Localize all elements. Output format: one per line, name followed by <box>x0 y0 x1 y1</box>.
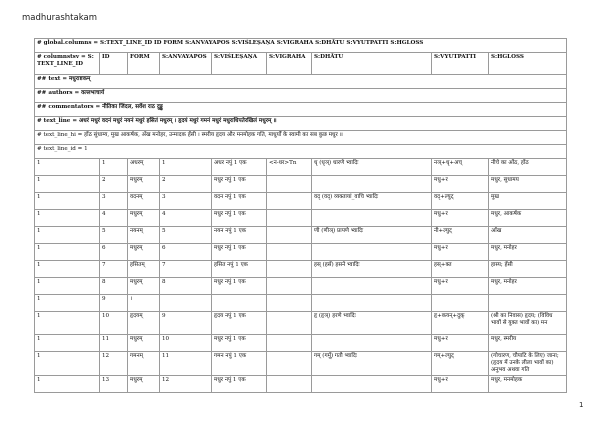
table-cell: 9 <box>160 312 212 335</box>
table-cell: मधु+र <box>432 176 489 193</box>
table-cell: मधुर नपुं 1 एक <box>212 244 267 261</box>
table-cell: 7 <box>100 261 128 278</box>
header-row <box>35 53 567 75</box>
header-cell <box>160 53 212 75</box>
table-cell: मधुरम् <box>128 278 160 295</box>
header-cell <box>267 53 312 75</box>
table-cell: वदन नपुं 1 एक <box>212 193 267 210</box>
header-label: S:DHĀTU <box>314 54 344 60</box>
table-cell <box>267 376 312 393</box>
table-cell: 3 <box>160 193 212 210</box>
table-cell <box>432 295 489 312</box>
table-cell: 1 <box>35 335 100 352</box>
table-cell: गमन नपुं 1 एक <box>212 352 267 376</box>
meta-cell <box>35 145 567 159</box>
header-cell <box>100 53 128 75</box>
table-cell: 12 <box>160 376 212 393</box>
table-cell <box>267 312 312 335</box>
table-row <box>35 176 567 193</box>
table-cell: 1 <box>35 312 100 335</box>
table-cell: 1 <box>35 295 100 312</box>
table-cell: नञ्+धृ+अच् <box>432 159 489 176</box>
table-cell: मधुर नपुं 1 एक <box>212 278 267 295</box>
table-cell: 1 <box>35 352 100 376</box>
table-cell: 7 <box>160 261 212 278</box>
table-cell <box>312 295 432 312</box>
table-row <box>35 295 567 312</box>
table-row <box>35 278 567 295</box>
table-cell: 1 <box>35 176 100 193</box>
header-label: S:ANVAYAPOS <box>162 54 207 60</box>
table-cell <box>267 193 312 210</box>
table-cell: मधुर, मनोहर <box>489 244 567 261</box>
table-cell <box>489 295 567 312</box>
table-cell: मधुरम् <box>128 244 160 261</box>
table-cell: वद् (वद्) व्यक्तायां_वाचि भ्वादिः <box>312 193 432 210</box>
text-title: ## text = मधुराष्टकम् <box>37 76 91 82</box>
table-cell: <न-धर>Tn <box>267 159 312 176</box>
header-cell <box>128 53 160 75</box>
table-cell: मधुर नपुं 1 एक <box>212 176 267 193</box>
meta-row-global-columns <box>35 39 567 53</box>
table-cell: हसितम् <box>128 261 160 278</box>
table-cell: 1 <box>35 159 100 176</box>
table-cell <box>267 278 312 295</box>
table-cell: 1 <box>35 261 100 278</box>
header-label: S:HGLOSS <box>491 54 524 60</box>
table-cell: मुख <box>489 193 567 210</box>
text-line-hi: # text_line_hi = होंठ सुंधाम्य, मुख आकर्षक, अँख मनोहर, उन्मादक हँसी । स्मरीय हृदय और मनमोहक गति, माधुर्यों के स्वामी का सब कुछ मधुर ॥ <box>37 132 343 138</box>
conllu-table <box>34 38 567 393</box>
table-cell: 10 <box>160 335 212 352</box>
table-cell: 6 <box>160 244 212 261</box>
table-cell: 1 <box>100 159 128 176</box>
table-cell: 10 <box>100 312 128 335</box>
table-cell: हृ+कयन्+दुक् <box>432 312 489 335</box>
meta-row-text <box>35 75 567 89</box>
table-cell <box>267 210 312 227</box>
table-cell: 13 <box>100 376 128 393</box>
table-cell: मधु+र <box>432 335 489 352</box>
table-cell: धृ (धृञ्) धारणे भ्वादिः <box>312 159 432 176</box>
header-label: # columnstsv = S: TEXT_LINE_ID <box>37 54 94 67</box>
header-label: ID <box>102 54 110 60</box>
table-cell: 8 <box>160 278 212 295</box>
table-cell: हास्य; हँसी <box>489 261 567 278</box>
table-cell: नयनम् <box>128 227 160 244</box>
table-cell: 1 <box>35 227 100 244</box>
header-cell <box>489 53 567 75</box>
table-cell: हसित नपुं 1 एक <box>212 261 267 278</box>
table-cell: मधु+र <box>432 210 489 227</box>
table-cell <box>212 295 267 312</box>
table-cell: हस्+क्त <box>432 261 489 278</box>
meta-row-text-line-id <box>35 145 567 159</box>
table-cell: 5 <box>160 227 212 244</box>
table-cell: मधुर, सुधामय <box>489 176 567 193</box>
table-cell: । <box>128 295 160 312</box>
meta-cell <box>35 89 567 103</box>
authors-text: ## authors = वल्लभाचार्य <box>37 90 105 96</box>
table-cell <box>267 261 312 278</box>
table-row <box>35 335 567 352</box>
table-cell: 12 <box>100 352 128 376</box>
table-cell: नीचे का ओंठ, होंठ <box>489 159 567 176</box>
document-title: madhurashtakam <box>22 13 97 23</box>
table-cell: हृ (हृञ्) हरणे भ्वादिः <box>312 312 432 335</box>
table-cell: अधरम् <box>128 159 160 176</box>
table-cell: मधुर नपुं 1 एक <box>212 376 267 393</box>
table-cell: 9 <box>100 295 128 312</box>
table-cell <box>267 295 312 312</box>
table-cell: 2 <box>160 176 212 193</box>
table-cell: मधुर नपुं 1 एक <box>212 335 267 352</box>
table-cell: (गोचारण, चौपाटि के लिए) जाना; (हृदय में उनके लीला भावों का) अनुभव अथवा गति <box>489 352 567 376</box>
header-label: S:VYUTPATTI <box>434 54 477 60</box>
table-cell: गमनम् <box>128 352 160 376</box>
table-cell: मधुरम् <box>128 335 160 352</box>
table-cell: गम्+ल्युट् <box>432 352 489 376</box>
table-cell: हृदयम् <box>128 312 160 335</box>
table-cell <box>267 227 312 244</box>
header-cell <box>212 53 267 75</box>
table-cell: 1 <box>35 210 100 227</box>
meta-row-authors <box>35 89 567 103</box>
table-cell <box>312 176 432 193</box>
table-cell: मधुर, आकर्षक <box>489 210 567 227</box>
table-cell: 4 <box>160 210 212 227</box>
table-cell: आँख <box>489 227 567 244</box>
text-line-id: # text_line_id = 1 <box>37 146 88 152</box>
table-cell <box>160 295 212 312</box>
table-row <box>35 312 567 335</box>
table-cell: 6 <box>100 244 128 261</box>
table-cell <box>267 335 312 352</box>
table-cell: 5 <box>100 227 128 244</box>
table-cell: अधर नपुं 1 एक <box>212 159 267 176</box>
table-cell: नी+ल्युट् <box>432 227 489 244</box>
header-cell <box>432 53 489 75</box>
table-cell: 1 <box>160 159 212 176</box>
table-cell <box>312 244 432 261</box>
table-row <box>35 376 567 393</box>
header-cell <box>312 53 432 75</box>
table-cell <box>267 352 312 376</box>
table-row <box>35 159 567 176</box>
table-cell: 1 <box>35 376 100 393</box>
table-cell: हृदय नपुं 1 एक <box>212 312 267 335</box>
table-cell: हस् (हसँ) हसने भ्वादिः <box>312 261 432 278</box>
table-row <box>35 193 567 210</box>
table-cell: मधुर, मनमोहक <box>489 376 567 393</box>
table-cell: वदनम् <box>128 193 160 210</box>
table-cell <box>312 335 432 352</box>
meta-cell <box>35 75 567 89</box>
table-cell: 1 <box>35 244 100 261</box>
table-cell <box>312 376 432 393</box>
table-cell: 1 <box>35 193 100 210</box>
table-row <box>35 210 567 227</box>
commentators-text: ## commentators = नीतिका जिंदल, सर्वेश राठ दुड्डु <box>37 104 163 110</box>
table-cell: 4 <box>100 210 128 227</box>
table-cell <box>312 210 432 227</box>
meta-cell <box>35 39 567 53</box>
header-label: S:VIŚLEṢAṆA <box>214 54 258 60</box>
table-cell: नयन नपुं 1 एक <box>212 227 267 244</box>
table-cell: 3 <box>100 193 128 210</box>
text-line: # text_line = अधरं मधुरं वदनं मधुरं नयनं मधुरं हसितं मधुरम् । हृदयं मधुरं गमनं मधुरं मधुराधिपतेरखिलं मधुरम् ॥ <box>37 118 277 124</box>
header-cell <box>35 53 100 75</box>
table-cell: (श्री का निवास) हृदय; (विविध भावों से युक्त भावों का) मन <box>489 312 567 335</box>
table-cell: मधुरम् <box>128 176 160 193</box>
meta-row-commentators <box>35 103 567 117</box>
table-cell: मधु+र <box>432 278 489 295</box>
table-cell: मधुर नपुं 1 एक <box>212 210 267 227</box>
table-cell: मधु+र <box>432 244 489 261</box>
table-cell <box>267 176 312 193</box>
table-cell: मधुरम् <box>128 210 160 227</box>
global-columns-text: # global.columns = S:TEXT_LINE_ID ID FORM S:ANVAYAPOS S:VIŚLEṢAṆA S:VIGRAHA S:DHĀTU S:VYUTPATTI S:HGLOSS <box>37 40 424 46</box>
header-label: FORM <box>130 54 150 60</box>
table-cell: मधुर, स्मरीय <box>489 335 567 352</box>
table-cell: मधुर, मनोहर <box>489 278 567 295</box>
meta-row-text-line <box>35 117 567 131</box>
table-cell: 11 <box>100 335 128 352</box>
meta-cell <box>35 103 567 117</box>
meta-row-text-line-hi <box>35 131 567 145</box>
table-cell: 2 <box>100 176 128 193</box>
page-number: 1 <box>579 401 584 409</box>
table-cell <box>267 244 312 261</box>
table-cell: णी (णीञ्) प्रापणे भ्वादिः <box>312 227 432 244</box>
table-cell: वद्+ल्युट् <box>432 193 489 210</box>
table-row <box>35 352 567 376</box>
table-cell <box>312 278 432 295</box>
table-row <box>35 261 567 278</box>
table-cell: 1 <box>35 278 100 295</box>
table-cell: मधु+र <box>432 376 489 393</box>
table-cell: मधुरम् <box>128 376 160 393</box>
meta-cell <box>35 117 567 131</box>
table-row <box>35 244 567 261</box>
table-row <box>35 227 567 244</box>
table-cell: गम् (गमॢँ) गतौ भ्वादिः <box>312 352 432 376</box>
meta-cell <box>35 131 567 145</box>
table-cell: 11 <box>160 352 212 376</box>
header-label: S:VIGRAHA <box>269 54 306 60</box>
table-cell: 8 <box>100 278 128 295</box>
